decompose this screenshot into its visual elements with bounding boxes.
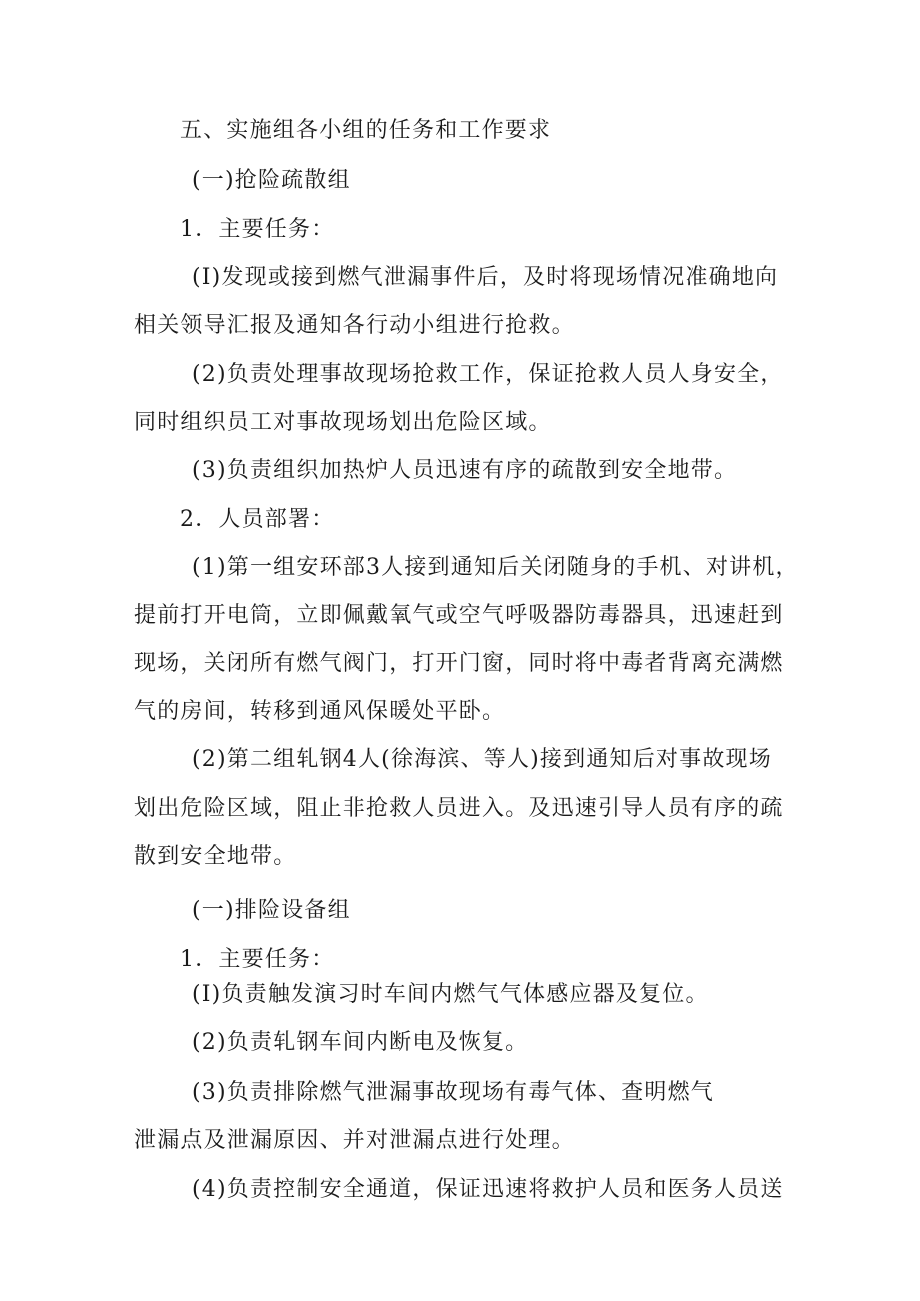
paragraph-line: (2)负责轧钢车间内断电及恢复。	[192, 1030, 529, 1055]
subsection-heading: (一)抢险疏散组	[192, 168, 351, 193]
paragraph-line: (I)负责触发演习时车间内燃气气体感应器及复位。	[192, 982, 709, 1007]
section-heading: 五、实施组各小组的任务和工作要求	[180, 118, 552, 143]
paragraph-line: (1)第一组安环部3人接到通知后关闭随身的手机、对讲机，	[192, 555, 799, 580]
paragraph-line: (I)发现或接到燃气泄漏事件后，及时将现场情况准确地向	[192, 265, 779, 290]
item-heading: 2．人员部署：	[180, 507, 335, 532]
paragraph-line: 泄漏点及泄漏原因、并对泄漏点进行处理。	[134, 1128, 575, 1153]
paragraph-line: (2)第二组轧钢4人(徐海滨、等人)接到通知后对事故现场	[192, 747, 772, 772]
paragraph-line: 散到安全地带。	[134, 844, 297, 869]
paragraph-line: 提前打开电筒，立即佩戴氧气或空气呼吸器防毒器具，迅速赶到	[134, 603, 784, 628]
item-heading: 1．主要任务：	[180, 947, 335, 972]
paragraph-line: 现场，关闭所有燃气阀门，打开门窗，同时将中毒者背离充满燃	[134, 651, 784, 676]
item-heading: 1．主要任务：	[180, 217, 335, 242]
subsection-heading: (一)排险设备组	[192, 898, 351, 923]
paragraph-line: 同时组织员工对事故现场划出危险区域。	[134, 410, 552, 435]
paragraph-line: (2)负责处理事故现场抢救工作，保证抢救人员人身安全，	[192, 362, 784, 387]
paragraph-line: (4)负责控制安全通道，保证迅速将救护人员和医务人员送	[192, 1177, 784, 1202]
paragraph-line: (3)负责组织加热炉人员迅速有序的疏散到安全地带。	[192, 458, 738, 483]
paragraph-line: (3)负责排除燃气泄漏事故现场有毒气体、查明燃气	[192, 1080, 714, 1105]
paragraph-line: 气的房间，转移到通风保暖处平卧。	[134, 699, 506, 724]
paragraph-line: 划出危险区域，阻止非抢救人员进入。及迅速引导人员有序的疏	[134, 796, 784, 821]
paragraph-line: 相关领导汇报及通知各行动小组进行抢救。	[134, 313, 575, 338]
